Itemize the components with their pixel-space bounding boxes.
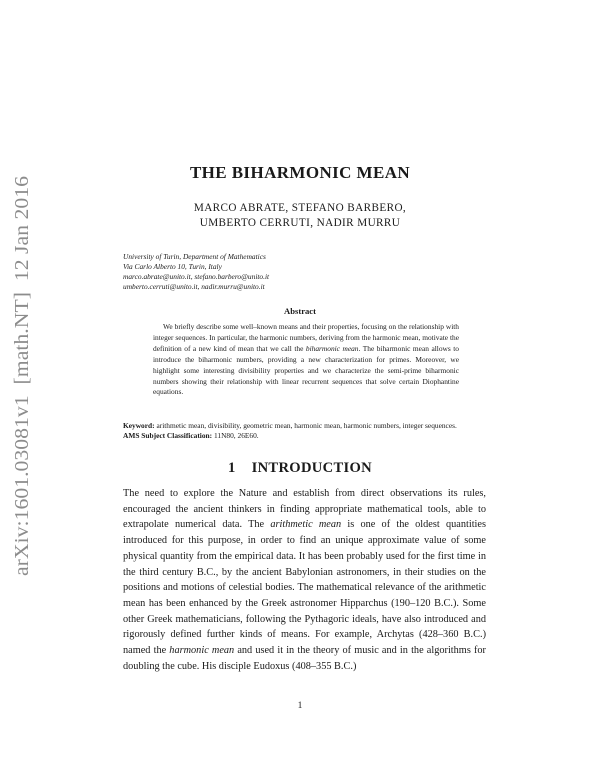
section-number: 1 — [228, 460, 236, 476]
italic-term: harmonic mean — [169, 645, 235, 657]
ams-line: AMS Subject Classification: 11N80, 26E60. — [123, 430, 259, 440]
email-line: marco.abrate@unito.it, stefano.barbero@unito.it — [123, 272, 270, 282]
email-line: umberto.cerruti@unito.it, nadir.murru@unito.it — [123, 282, 265, 292]
abstract-heading: Abstract — [284, 306, 316, 316]
abstract-text: We briefly describe some well–known means and their properties, focusing on the relationship with integer sequences. In particular, the harmonic numbers, deriving from the harmonic mean, motivate the definition of a new kind of mean that we call the biharmonic mean. The biharmonic mean allows to introduce the biharmonic numbers, providing a new characterization for primes. Moreover, we highlight some interesting divisibility properties and we characterize the semi-prime biharmonic numbers showing their relationship with linear recurrent sequences that solve certain Diophantine equations. — [153, 322, 460, 397]
keywords-line: Keyword: arithmetic mean, divisibility, geometric mean, harmonic mean, harmonic numbers, integer sequences. — [123, 421, 457, 430]
keywords-block — [123, 421, 478, 440]
section-heading — [0, 460, 600, 477]
arxiv-sidebar-stamp — [2, 176, 36, 576]
arxiv-identifier: arXiv:1601.03081v1 [math.NT] 12 Jan 2016 — [11, 199, 33, 576]
ams-label: AMS Subject Classification: — [123, 430, 213, 440]
paper-title: THE BIHARMONIC MEAN — [189, 163, 411, 182]
author-line: UMBERTO CERRUTI, NADIR MURRU — [199, 217, 401, 229]
introduction-paragraph: The need to explore the Nature and establish from direct observations its rules, encouraged the ancient thinkers in finding appropriate mathematical tools, able to extrapolate numerical data. The arithmetic mean is one of the oldest quantities introduced for this purpose, in order to find an unique approximate value of some physical quantity from the empirical data. It has been probably used for the first time in the third century B.C., by the ancient Babylonian astronomers, in their studies on the positions and motions of celestial bodies. The mathematical relevance of the arithmetic mean has been enhanced by the Greek astronomer Hipparchus (190–120 B.C.). Some other Greek mathematicians, following the Pythagoric ideals, have also introduced and rigorously defined further kinds of means. For example, Archytas (428–360 B.C.) named the harmonic mean and used it in the theory of music and in the algorithms for doubling the cube. His disciple Eudoxus (408–355 B.C.) — [123, 488, 486, 672]
italic-term: biharmonic mean — [305, 343, 359, 353]
affiliation-block — [123, 252, 269, 292]
section-title: INTRODUCTION — [251, 460, 372, 476]
affiliation-line: Via Carlo Alberto 10, Turin, Italy — [123, 262, 222, 272]
page-number: 1 — [297, 701, 303, 711]
keywords-label: Keyword: — [123, 421, 155, 430]
italic-term: arithmetic mean — [270, 519, 342, 531]
author-line: MARCO ABRATE, STEFANO BARBERO, — [193, 202, 407, 214]
affiliation-line: University of Turin, Department of Mathematics — [123, 252, 266, 261]
author-list — [0, 201, 600, 231]
